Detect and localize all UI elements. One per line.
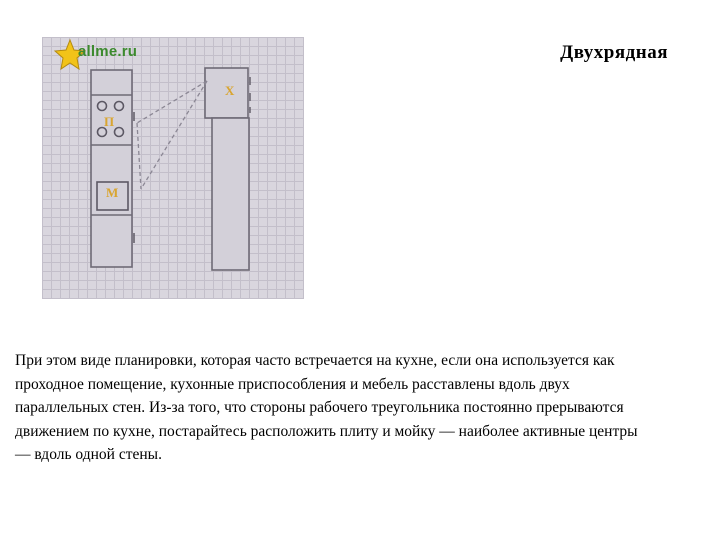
stove-label: П	[104, 114, 115, 129]
left-wall-cabinets	[91, 70, 132, 267]
work-triangle-lines	[137, 81, 207, 189]
description-paragraph: При этом виде планировки, которая часто встречается на кухне, если она используется как проходное помещение, кухонные приспособления и мебель расставлены вдоль двух параллельных стен. Из-за того, что стороны рабочего треугольника постоянно прерываются движением по кухне, постарайтесь расположить плиту и мойку — наиболее активные центры — вдоль одной стены.	[15, 352, 638, 463]
refrigerator-label: Х	[225, 83, 235, 98]
site-logo-text: allme.ru	[78, 43, 138, 60]
right-wall-cabinets	[212, 118, 249, 270]
kitchen-layout-diagram	[42, 37, 304, 299]
sink-label: М	[106, 185, 119, 200]
slide-title: Двухрядная	[560, 42, 668, 63]
kitchen-plan-drawing	[42, 37, 304, 299]
